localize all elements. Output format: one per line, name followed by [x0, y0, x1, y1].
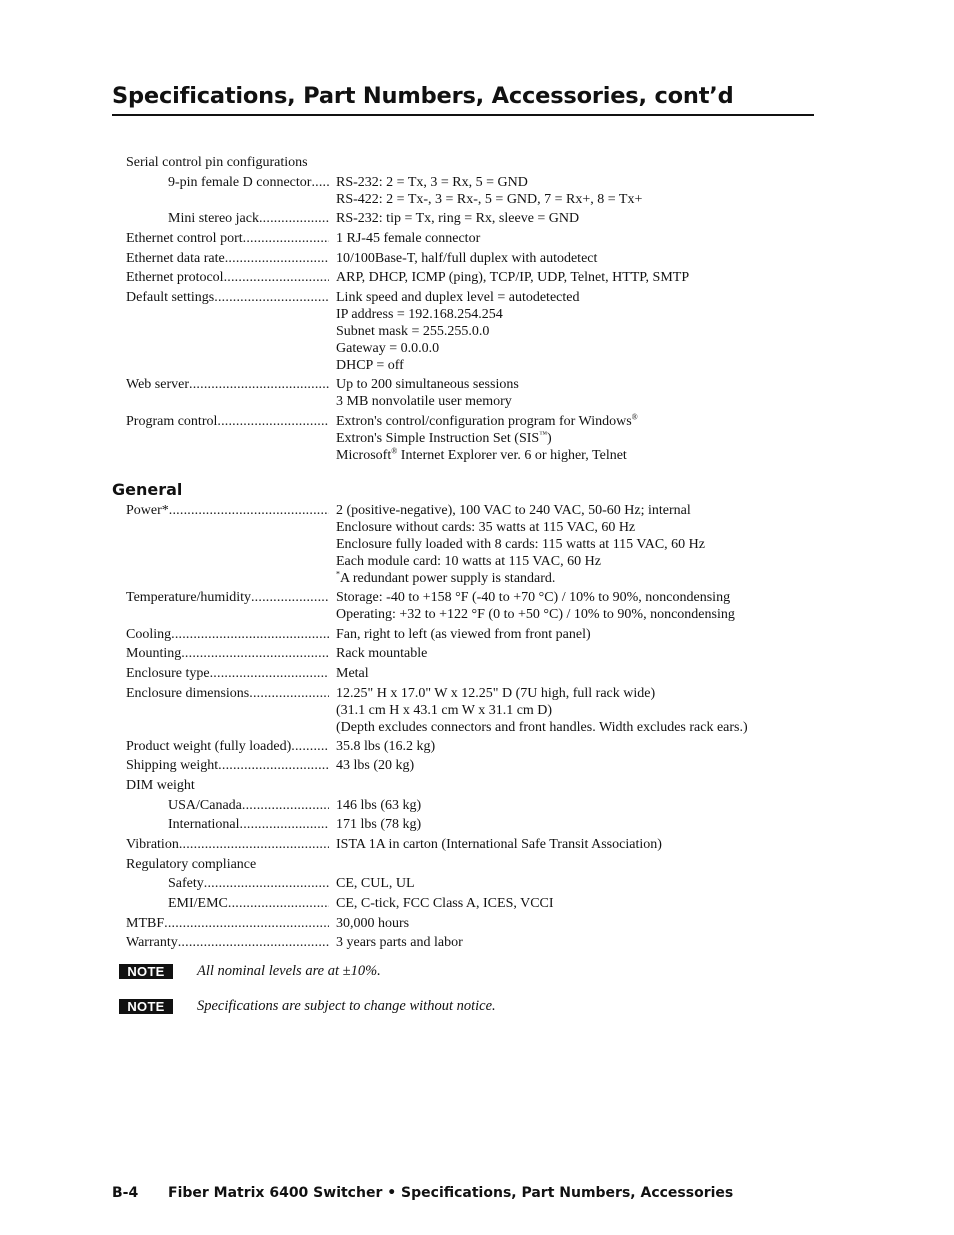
spec-value-line: CE, C-tick, FCC Class A, ICES, VCCI — [336, 896, 554, 911]
note-text: All nominal levels are at ±10%. — [197, 963, 381, 979]
safety-label: Safety — [168, 876, 204, 891]
default-settings-label: Default settings — [126, 290, 215, 305]
spec-value-line: Up to 200 simultaneous sessions — [336, 377, 519, 392]
spec-value-line: 10/100Base-T, half/full duplex with autodetect — [336, 251, 598, 266]
spec-value-line: (Depth excludes connectors and front handles. Width excludes rack ears.) — [336, 720, 748, 735]
spec-value-line: RS-232: 2 = Tx, 3 = Rx, 5 = GND — [336, 175, 528, 190]
spec-value-line: RS-422: 2 = Tx-, 3 = Rx-, 5 = GND, 7 = Rx+, 8 = Tx+ — [336, 192, 643, 207]
footer-document-title: Fiber Matrix 6400 Switcher • Specifications, Part Numbers, Accessories — [168, 1185, 734, 1201]
spec-value-line: CE, CUL, UL — [336, 876, 415, 891]
dim-weight-label: DIM weight — [126, 778, 195, 793]
power-label: Power* — [126, 503, 169, 518]
spec-value-line: 171 lbs (78 kg) — [336, 817, 422, 832]
usa-canada-label: USA/Canada — [168, 798, 242, 813]
spec-value-line: (31.1 cm H x 43.1 cm W x 31.1 cm D) — [336, 703, 553, 718]
registered-mark: ® — [631, 412, 638, 422]
registered-mark: ® — [391, 446, 398, 456]
eth-port-label: Ethernet control port — [126, 231, 243, 246]
note-specs-change — [119, 999, 819, 1019]
section-title-general: General — [112, 480, 183, 499]
spec-value-line: Gateway = 0.0.0.0 — [336, 341, 440, 356]
spec-value-line: Link speed and duplex level = autodetected — [336, 290, 580, 305]
spec-value-line: Rack mountable — [336, 646, 428, 661]
mini-jack-label: Mini stereo jack — [168, 211, 259, 226]
spec-value-line: 146 lbs (63 kg) — [336, 798, 422, 813]
shipping-weight-label: Shipping weight — [126, 758, 219, 773]
mounting-label: Mounting — [126, 646, 182, 661]
vibration-label: Vibration — [126, 837, 179, 852]
warranty-label: Warranty — [126, 935, 178, 950]
spec-value-line: 3 MB nonvolatile user memory — [336, 394, 512, 409]
regulatory-label: Regulatory compliance — [126, 857, 257, 872]
spec-value-line: 35.8 lbs (16.2 kg) — [336, 739, 436, 754]
eth-protocol-label: Ethernet protocol — [126, 270, 224, 285]
spec-value-line: Microsoft® Internet Explorer ver. 6 or higher, Telnet — [336, 446, 627, 463]
spec-value-line: 43 lbs (20 kg) — [336, 758, 415, 773]
spec-value-line: 3 years parts and labor — [336, 935, 463, 950]
temperature-label: Temperature/humidity — [126, 590, 251, 605]
spec-value-line: Enclosure without cards: 35 watts at 115 VAC, 60 Hz — [336, 520, 636, 535]
enclosure-dimensions-label: Enclosure dimensions — [126, 686, 250, 701]
spec-value-line: Each module card: 10 watts at 115 VAC, 60 Hz — [336, 554, 601, 569]
spec-value-line: ISTA 1A in carton (International Safe Transit Association) — [336, 837, 662, 852]
spec-value-line: Extron's control/configuration program for Windows® — [336, 412, 638, 429]
spec-value-line: Extron's Simple Instruction Set (SIS™) — [336, 429, 552, 446]
trademark-mark: ™ — [539, 429, 548, 439]
note-nominal-levels — [119, 964, 819, 984]
cooling-label: Cooling — [126, 627, 172, 642]
product-weight-label: Product weight (fully loaded) — [126, 739, 292, 754]
spec-value-line: IP address = 192.168.254.254 — [336, 307, 503, 322]
spec-value-line: Fan, right to left (as viewed from front panel) — [336, 627, 591, 642]
footer-page-number: B-4 — [112, 1185, 139, 1201]
spec-value-line: 2 (positive-negative), 100 VAC to 240 VAC, 50-60 Hz; internal — [336, 503, 691, 518]
spec-value-line: Subnet mask = 255.255.0.0 — [336, 324, 490, 339]
international-label: International — [168, 817, 240, 832]
program-control-label: Program control — [126, 414, 218, 429]
mtbf-label: MTBF — [126, 916, 165, 931]
note-badge: NOTE — [119, 964, 173, 979]
title-rule — [112, 114, 814, 116]
spec-value-line: ARP, DHCP, ICMP (ping), TCP/IP, UDP, Telnet, HTTP, SMTP — [336, 270, 690, 285]
spec-value-line: 30,000 hours — [336, 916, 410, 931]
spec-value-line: 1 RJ-45 female connector — [336, 231, 481, 246]
spec-value-line: Operating: +32 to +122 °F (0 to +50 °C) / 10% to 90%, noncondensing — [336, 607, 735, 622]
serial-pin-config-label: Serial control pin configurations — [126, 155, 308, 170]
emi-emc-label: EMI/EMC — [168, 896, 228, 911]
spec-value-line: Enclosure fully loaded with 8 cards: 115 watts at 115 VAC, 60 Hz — [336, 537, 705, 552]
note-text: Specifications are subject to change without notice. — [197, 998, 496, 1014]
spec-value-line: Metal — [336, 666, 369, 681]
enclosure-type-label: Enclosure type — [126, 666, 210, 681]
page-title: Specifications, Part Numbers, Accessories, cont’d — [112, 83, 734, 109]
note-badge: NOTE — [119, 999, 173, 1014]
d9-connector-label: 9-pin female D connector — [168, 175, 312, 190]
power-footnote: *A redundant power supply is standard. — [336, 569, 556, 586]
spec-value-line: DHCP = off — [336, 358, 404, 373]
spec-value-line: 12.25" H x 17.0" W x 12.25" D (7U high, full rack wide) — [336, 686, 656, 701]
spec-value-line: Storage: -40 to +158 °F (-40 to +70 °C) / 10% to 90%, noncondensing — [336, 590, 731, 605]
web-server-label: Web server — [126, 377, 190, 392]
eth-rate-label: Ethernet data rate — [126, 251, 225, 266]
spec-value-line: RS-232: tip = Tx, ring = Rx, sleeve = GND — [336, 211, 580, 226]
